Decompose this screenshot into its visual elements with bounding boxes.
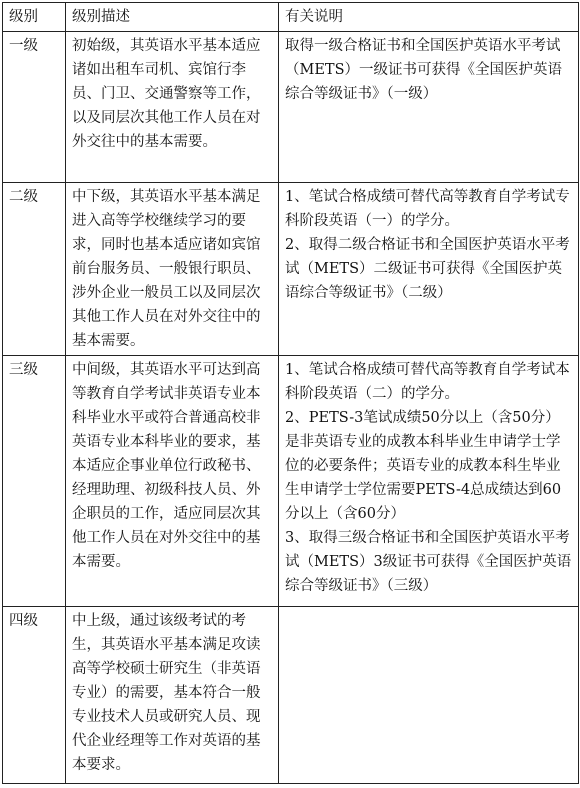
level-cell: 二级 [3, 183, 66, 356]
notes-cell [279, 183, 579, 356]
level-cell: 一级 [3, 32, 66, 183]
note-paragraph: 2、取得二级合格证书和全国医护英语水平考试（METS）二级证书可获得《全国医护英语综合等级证书》（二级） [285, 237, 570, 301]
note-paragraph: 取得一级合格证书和全国医护英语水平考试（METS）一级证书可获得《全国医护英语综合等级证书》（一级） [285, 38, 563, 102]
pets-level-table [2, 2, 579, 784]
description-cell: 中下级，其英语水平基本满足进入高等学校继续学习的要求，同时也基本适应诸如宾馆前台服务员、一般银行职员、涉外企业一般员工以及同层次其他工作人员在对外交往中的基本需要。 [66, 183, 279, 356]
notes-cell [279, 32, 579, 183]
header-description: 级别描述 [66, 3, 279, 32]
note-paragraph: 3、取得三级合格证书和全国医护英语水平考试（METS）3级证书可获得《全国医护英语综合等级证书》（三级） [285, 530, 572, 594]
note-paragraph: 1、笔试合格成绩可替代高等教育自学考试本科阶段英语（二）的学分。 [285, 362, 570, 402]
description-cell: 初始级，其英语水平基本适应诸如出租车司机、宾馆行李员、门卫、交通警察等工作，以及同层次其他工作人员在对外交往中的基本需要。 [66, 32, 279, 183]
note-paragraph: 1、笔试合格成绩可替代高等教育自学考试专科阶段英语（一）的学分。 [285, 189, 570, 229]
description-cell: 中间级，其英语水平可达到高等教育自学考试非英语专业本科毕业水平或符合普通高校非英语专业本科毕业的要求，基本适应企事业单位行政秘书、经理助理、初级科技人员、外企职员的工作，适应同层次其他工作人员在对外交往中的基本需要。 [66, 356, 279, 607]
table-row [3, 356, 579, 607]
description-cell: 中上级，通过该级考试的考生，其英语水平基本满足攻读高等学校硕士研究生（非英语专业）的需要，基本符合一般专业技术人员或研究人员、现代企业经理等工作对英语的基本要求。 [66, 607, 279, 784]
header-level: 级别 [3, 3, 66, 32]
table-row [3, 607, 579, 784]
table-row [3, 183, 579, 356]
notes-cell [279, 356, 579, 607]
level-cell: 四级 [3, 607, 66, 784]
table-header-row [3, 3, 579, 32]
note-paragraph: 2、PETS-3笔试成绩50分以上（含50分）是非英语专业的成教本科毕业生申请学士学位的必要条件；英语专业的成教本科生毕业生申请学士学位需要PETS-4总成绩达到60分以上（含60分） [285, 410, 562, 522]
notes-cell-empty [279, 607, 579, 784]
level-cell: 三级 [3, 356, 66, 607]
header-notes: 有关说明 [279, 3, 579, 32]
table-row [3, 32, 579, 183]
